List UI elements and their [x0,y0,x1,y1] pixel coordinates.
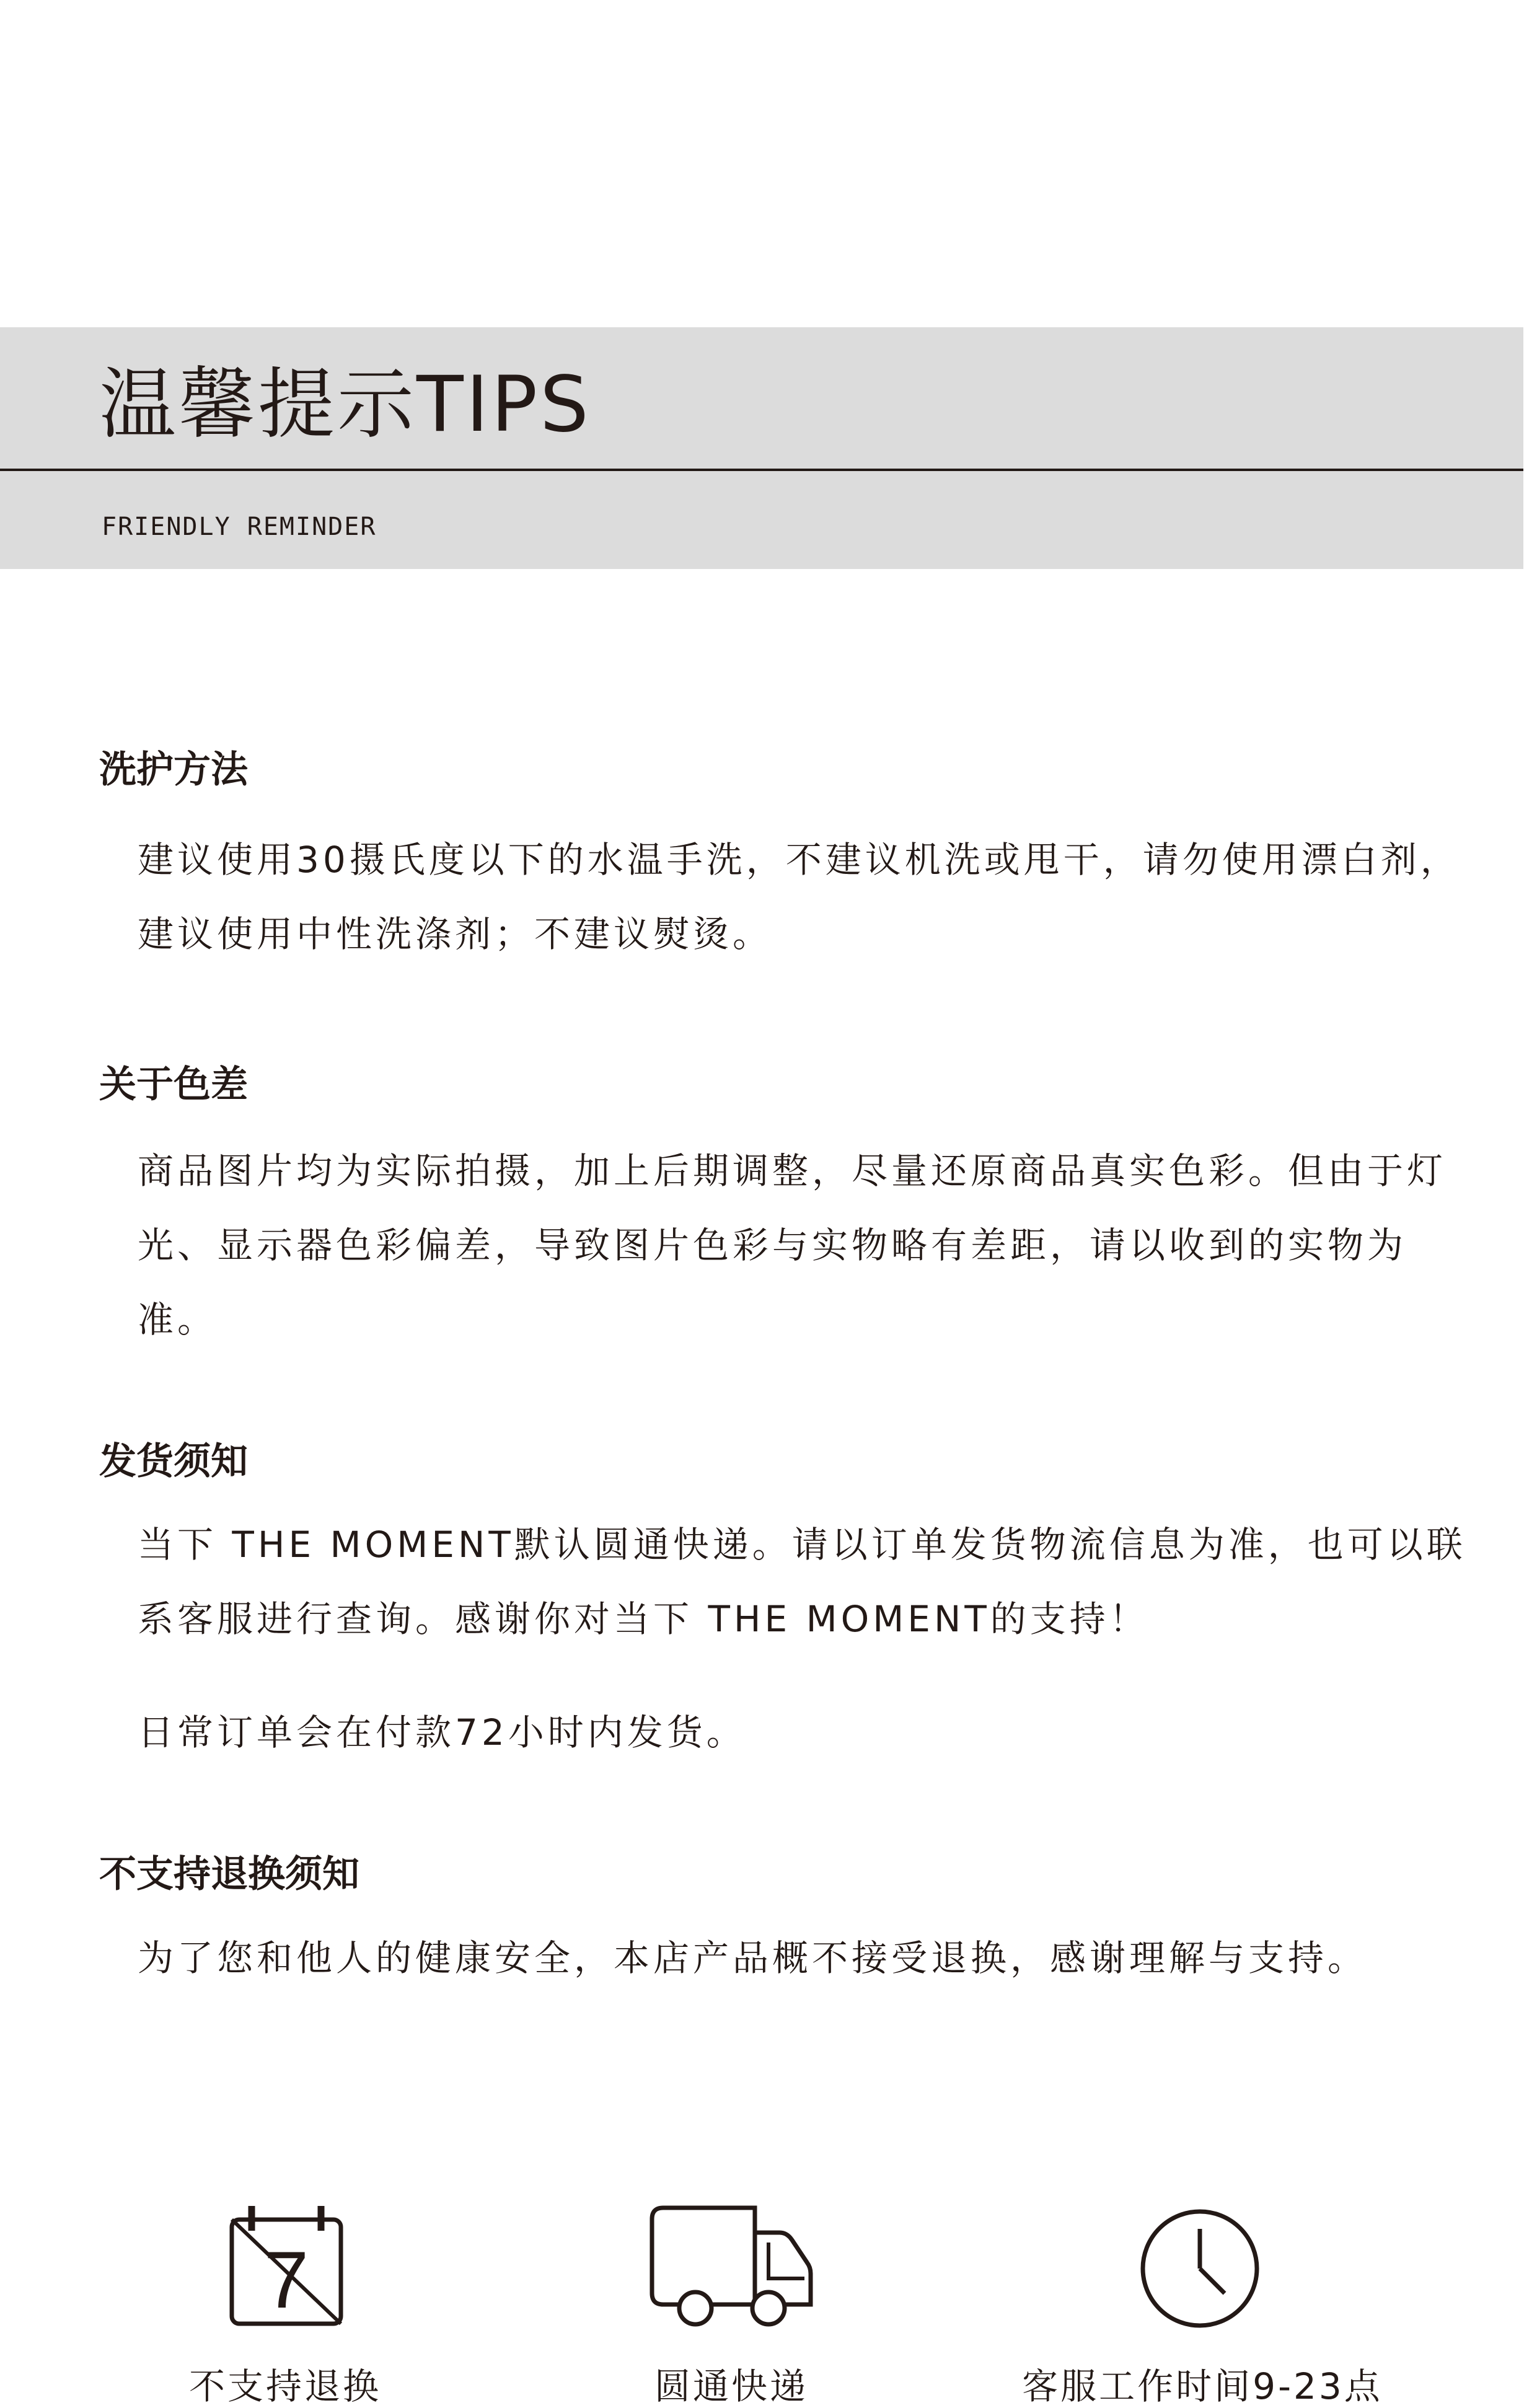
icon-label-no-return: 不支持退换 [188,2365,381,2407]
section-title-care: 洗护方法 [99,748,248,792]
section-text-care: 建议使用30摄氏度以下的水温手洗，不建议机洗或甩干，请勿使用漂白剂，建议使用中性洗涤剂；不建议熨烫。 [138,839,1460,955]
page-title: 温馨提示TIPS [99,360,591,449]
section-text-shipping: 当下 THE MOMENT默认圆通快递。请以订单发货物流信息为准，也可以联系客服进行查询。感谢你对当下 THE MOMENT的支持！ [138,1524,1466,1640]
section-title-color: 关于色差 [99,1063,248,1106]
icon-label-service-hours: 客服工作时间9-23点 [1022,2365,1383,2407]
header-divider [0,469,1523,471]
delivery-truck-icon [645,2205,818,2329]
calendar-digit: 7 [263,2234,309,2325]
section-title-shipping: 发货须知 [99,1440,248,1483]
section-text-color: 商品图片均为实际拍摄，加上后期调整，尽量还原商品真实色彩。但由于灯光、显示器色彩偏差，导致图片色彩与实物略有差距，请以收到的实物为准。 [138,1150,1447,1341]
section-title-no-return: 不支持退换须知 [99,1853,359,1896]
page-subtitle: FRIENDLY REMINDER [102,513,377,541]
section-text-no-return: 为了您和他人的健康安全，本店产品概不接受退换，感谢理解与支持。 [138,1937,1368,1979]
section-text-shipping-time: 日常订单会在付款72小时内发货。 [138,1711,746,1753]
icon-label-express: 圆通快递 [654,2365,808,2407]
clock-icon [1138,2207,1262,2331]
calendar-7-icon [224,2203,348,2327]
